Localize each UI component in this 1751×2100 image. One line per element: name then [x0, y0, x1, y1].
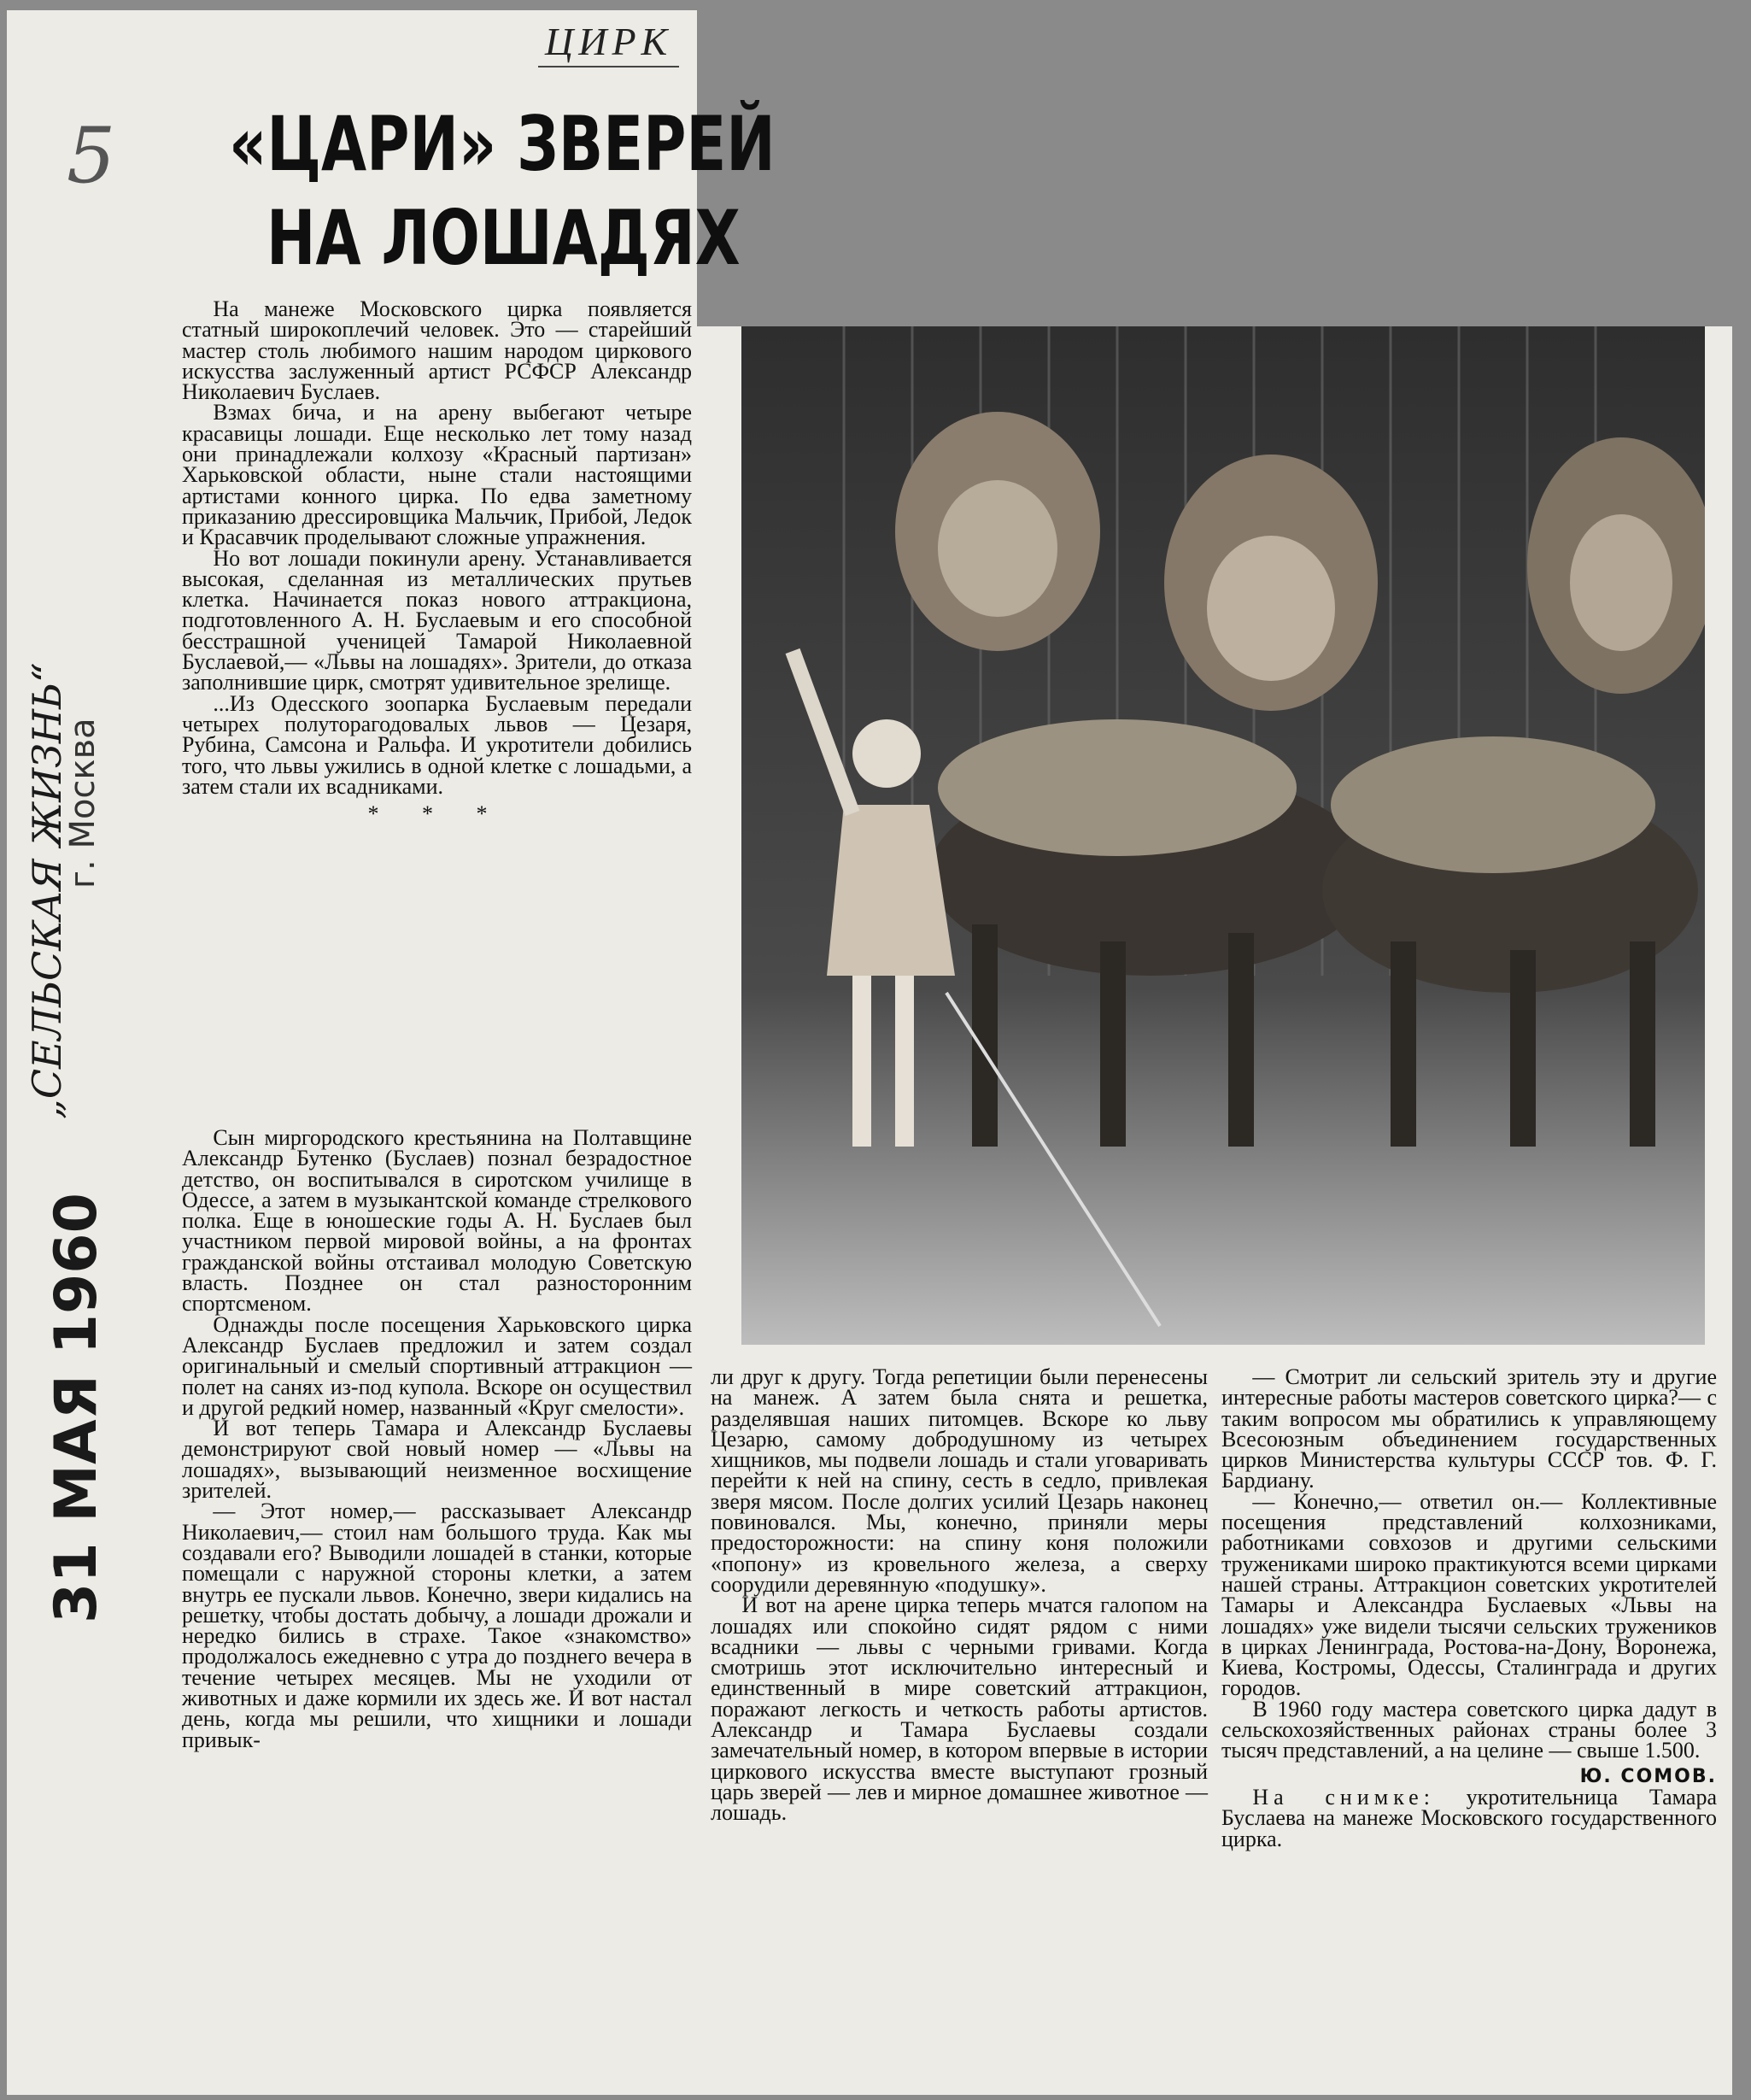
- date-stamp: 31 МАЯ 1960: [43, 1193, 110, 1623]
- section-separator: * * *: [367, 801, 507, 827]
- paragraph: И вот на арене цирка теперь мчатся галопом на лошадях или спокойно сидят рядом с ними всадники — львы с черными гривами. Когда смотришь этот исключительно интересный и единственный в мире советский аттракцион, поражают легкость и четкость работы артистов. Александр и Тамара Буслаевы создали замечательный номер, в котором впервые в истории циркового искусства вместе выступают грозный царь зверей — лев и мирное домашнее животное — лошадь.: [711, 1593, 1208, 1826]
- circus-photo: [741, 326, 1705, 1345]
- caption-text: укротительница Тамара Буслаева на манеже Московского государственного цирка.: [1221, 1784, 1718, 1851]
- article-column-2: [711, 1364, 1208, 1826]
- article-column-1-top: [182, 296, 692, 833]
- article-column-3: [1221, 1364, 1718, 1851]
- paragraph: Сын миргородского крестьянина на Полтавщине Александр Бутенко (Буслаев) познал безрадостное детство, он воспитывался в сиротском училище в Одессе, а затем в музыкантской команде стрелкового полка. Еще в юношеские годы А. Н. Буслаев был участником первой мировой войны, а на фронтах гражданской войны отстаивал молодую Советскую власть. Позднее он стал разносторонним спортсменом.: [182, 1125, 692, 1317]
- paragraph: На манеже Московского цирка появляется статный широкоплечий человек. Это — старейший мастер столь любимого нашим народом циркового искусства заслуженный артист РСФСР Александр Николаевич Буслаев.: [182, 296, 692, 405]
- city-stamp: г. Москва: [63, 718, 102, 889]
- paragraph: Но вот лошади покинули арену. Устанавливается высокая, сделанная из металлических прутьев клетка. Начинается показ нового аттракциона, подготовленного А. Н. Буслаевым и его способной бесстрашной ученицей Тамарой Николаевной Буслаевой,— «Львы на лошадях». Зрители, до отказа заполнившие цирк, смотрят удивительное зрелище.: [182, 545, 692, 695]
- photo-caption: [1221, 1784, 1718, 1851]
- paragraph: Однажды после посещения Харьковского цирка Александр Буслаев предложил и затем создал оригинальный и смелый спортивный аттракцион — полет на санях из-под купола. Вскоре он осуществил и другой редкий номер, названный «Круг смелости».: [182, 1311, 692, 1420]
- paragraph: И вот теперь Тамара и Александр Буслаевы демонстрируют свой новый номер — «Львы на лошадях», вызывающий неизменное восхищение зрителей.: [182, 1416, 692, 1504]
- headline-line-2: НА ЛОШАДЯХ: [266, 194, 741, 282]
- lions-on-horses-photo-icon: [741, 326, 1705, 1345]
- paragraph: — Этот номер,— рассказывает Александр Николаевич,— стоил нам большого труда. Как мы создавали его? Выводили лошадей в станки, которые помещали с наружной стороны клетки, а затем внутрь ее пускали львов. Конечно, звери кидались на решетку, чтобы достать добычу, а лошади дрожали и нередко бились в страхе. Такое «знакомство» продолжалось ежедневно с утра до позднего вечера в течение четырех месяцев. Мы не уходили от животных и даже кормили их здесь же. И вот настал день, когда мы решили, что хищники и лошади привык-: [182, 1499, 692, 1752]
- section-label: ЦИРК: [538, 19, 679, 67]
- newspaper-name: „СЕЛЬСКАЯ ЖИЗНЬ“: [24, 662, 70, 1119]
- paragraph: ...Из Одесского зоопарка Буслаевым передали четырех полуторагодовалых львов — Цезаря, Рубина, Самсона и Ральфа. И укротители добились того, что львы ужились в одной клетке с лошадьми, а затем стали их всадниками.: [182, 690, 692, 799]
- paragraph: — Конечно,— ответил он.— Коллективные посещения представлений колхозниками, работниками совхозов и другими сельскими тружениками широко практикуются всеми цирками нашей страны. Аттракцион советских укротителей Тамары и Александра Буслаевых «Львы на лошадях» уже видели тысячи сельских тружеников в цирках Ленинграда, Ростова-на-Дону, Воронежа, Киева, Костромы, Одессы, Сталинграда и других городов.: [1221, 1488, 1717, 1701]
- headline-line-1: «ЦАРИ» ЗВЕРЕЙ: [229, 100, 776, 188]
- caption-lead: На снимке:: [1252, 1784, 1435, 1810]
- paragraph: Взмах бича, и на арену выбегают четыре красавицы лошади. Еще несколько лет тому назад они принадлежали колхозу «Красный партизан» Харьковской области, ныне стали настоящими артистами конного цирка. По едва заметному приказанию дрессировщика Мальчик, Прибой, Ледок и Красавчик проделывают сложные упражнения.: [182, 400, 692, 550]
- paragraph: — Смотрит ли сельский зритель эту и другие интересные работы мастеров советского цирка?— с таким вопросом мы обратились к управляющему Всесоюзным объединением государственных цирков Министерства культуры СССР тов. Ф. Г. Бардиану.: [1221, 1364, 1717, 1493]
- paragraph: ли друг к другу. Тогда репетиции были перенесены на манеж. А затем была снята и решетка, разделявшая наших питомцев. Вскоре ко льву Цезарю, самому добродушному из четырех хищников, мы подвели лошадь и стали уговаривать перейти к ней на спину, сесть в седло, привлекая зверя мясом. После долгих усилий Цезарь наконец повиновался. Мы, конечно, приняли меры предосторожности: на спину коня положили «попону» из кровельного железа, а сверху соорудили деревянную «подушку».: [711, 1364, 1208, 1597]
- handwritten-number: 5: [67, 111, 116, 201]
- author-signature: Ю. СОМОВ.: [1579, 1765, 1717, 1787]
- paragraph: В 1960 году мастера советского цирка дадут в сельскохозяйственных районах страны более 3 тысяч представлений, а на целине — свыше 1.500.: [1221, 1696, 1717, 1763]
- article-column-1-bottom: [182, 1125, 692, 1752]
